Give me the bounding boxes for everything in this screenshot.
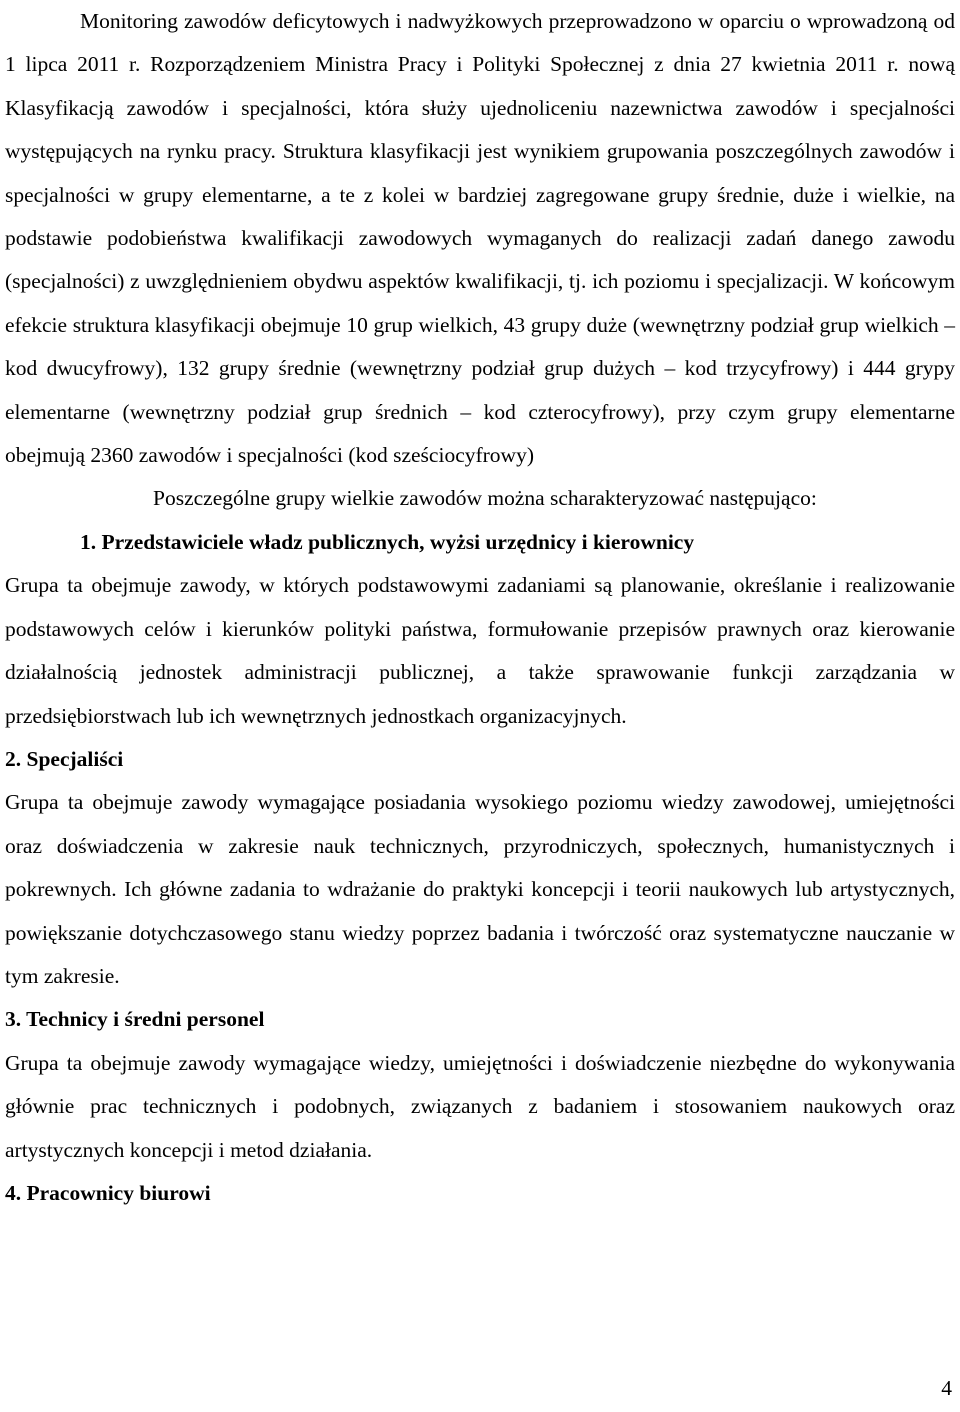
- section-heading-3: 3. Technicy i średni personel: [5, 1007, 265, 1032]
- section-body-2: Grupa ta obejmuje zawody wymagające posiadania wysokiego poziomu wiedzy zawodowej, umiejętności oraz doświadczenia w zakresie nauk technicznych, przyrodniczych, społecznych, humanistycznych i pokrewnych. Ich główne zadania to wdrażanie do praktyki koncepcji i teorii naukowych lub artystycznych, powiększanie dotychczasowego stanu wiedzy poprzez badania i twórczość oraz systematyczne nauczanie w tym zakresie.: [5, 790, 955, 988]
- section-heading-1: 1. Przedstawiciele władz publicznych, wyżsi urzędnicy i kierownicy: [80, 529, 695, 554]
- lead-in-sentence: Poszczególne grupy wielkie zawodów można scharakteryzować następująco:: [153, 486, 817, 511]
- section-heading-4: 4. Pracownicy biurowi: [5, 1180, 211, 1205]
- section-body-1: Grupa ta obejmuje zawody, w których podstawowymi zadaniami są planowanie, określanie i realizowanie podstawowych celów i kierunków polityki państwa, formułowanie przepisów prawnych oraz kierowanie działalnością jednostek administracji publicznej, a także sprawowanie funkcji zarządzania w przedsiębiorstwach lub ich wewnętrznych jednostkach organizacyjnych.: [5, 573, 955, 728]
- section-body-3: Grupa ta obejmuje zawody wymagające wiedzy, umiejętności i doświadczenie niezbędne do wykonywania głównie prac technicznych i podobnych, związanych z badaniem i stosowaniem naukowych oraz artystycznych koncepcji i metod działania.: [5, 1050, 955, 1162]
- intro-paragraph: Monitoring zawodów deficytowych i nadwyżkowych przeprowadzono w oparciu o wprowadzoną od 1 lipca 2011 r. Rozporządzeniem Ministra Pracy i Polityki Społecznej z dnia 27 kwietnia 2011 r. nową Klasyfikacją zawodów i specjalności, która służy ujednoliceniu nazewnictwa zawodów i specjalności występujących na rynku pracy. Struktura klasyfikacji jest wynikiem grupowania poszczególnych zawodów i specjalności w grupy elementarne, a te z kolei w bardziej zagregowane grupy średnie, duże i wielkie, na podstawie podobieństwa kwalifikacji zawodowych wymaganych do realizacji zadań danego zawodu (specjalności) z uwzględnieniem obydwu aspektów kwalifikacji, tj. ich poziomu i specjalizacji. W końcowym efekcie struktura klasyfikacji obejmuje 10 grup wielkich, 43 grupy duże (wewnętrzny podział grup wielkich – kod dwucyfrowy), 132 grupy średnie (wewnętrzny podział grup dużych – kod trzycyfrowy) i 444 grypy elementarne (wewnętrzny podział grup średnich – kod czterocyfrowy), przy czym grupy elementarne obejmują 2360 zawodów i specjalności (kod sześciocyfrowy): [5, 9, 955, 468]
- page-number: 4: [941, 1376, 952, 1400]
- section-heading-2: 2. Specjaliści: [5, 746, 124, 771]
- document-page: [5, 0, 955, 1215]
